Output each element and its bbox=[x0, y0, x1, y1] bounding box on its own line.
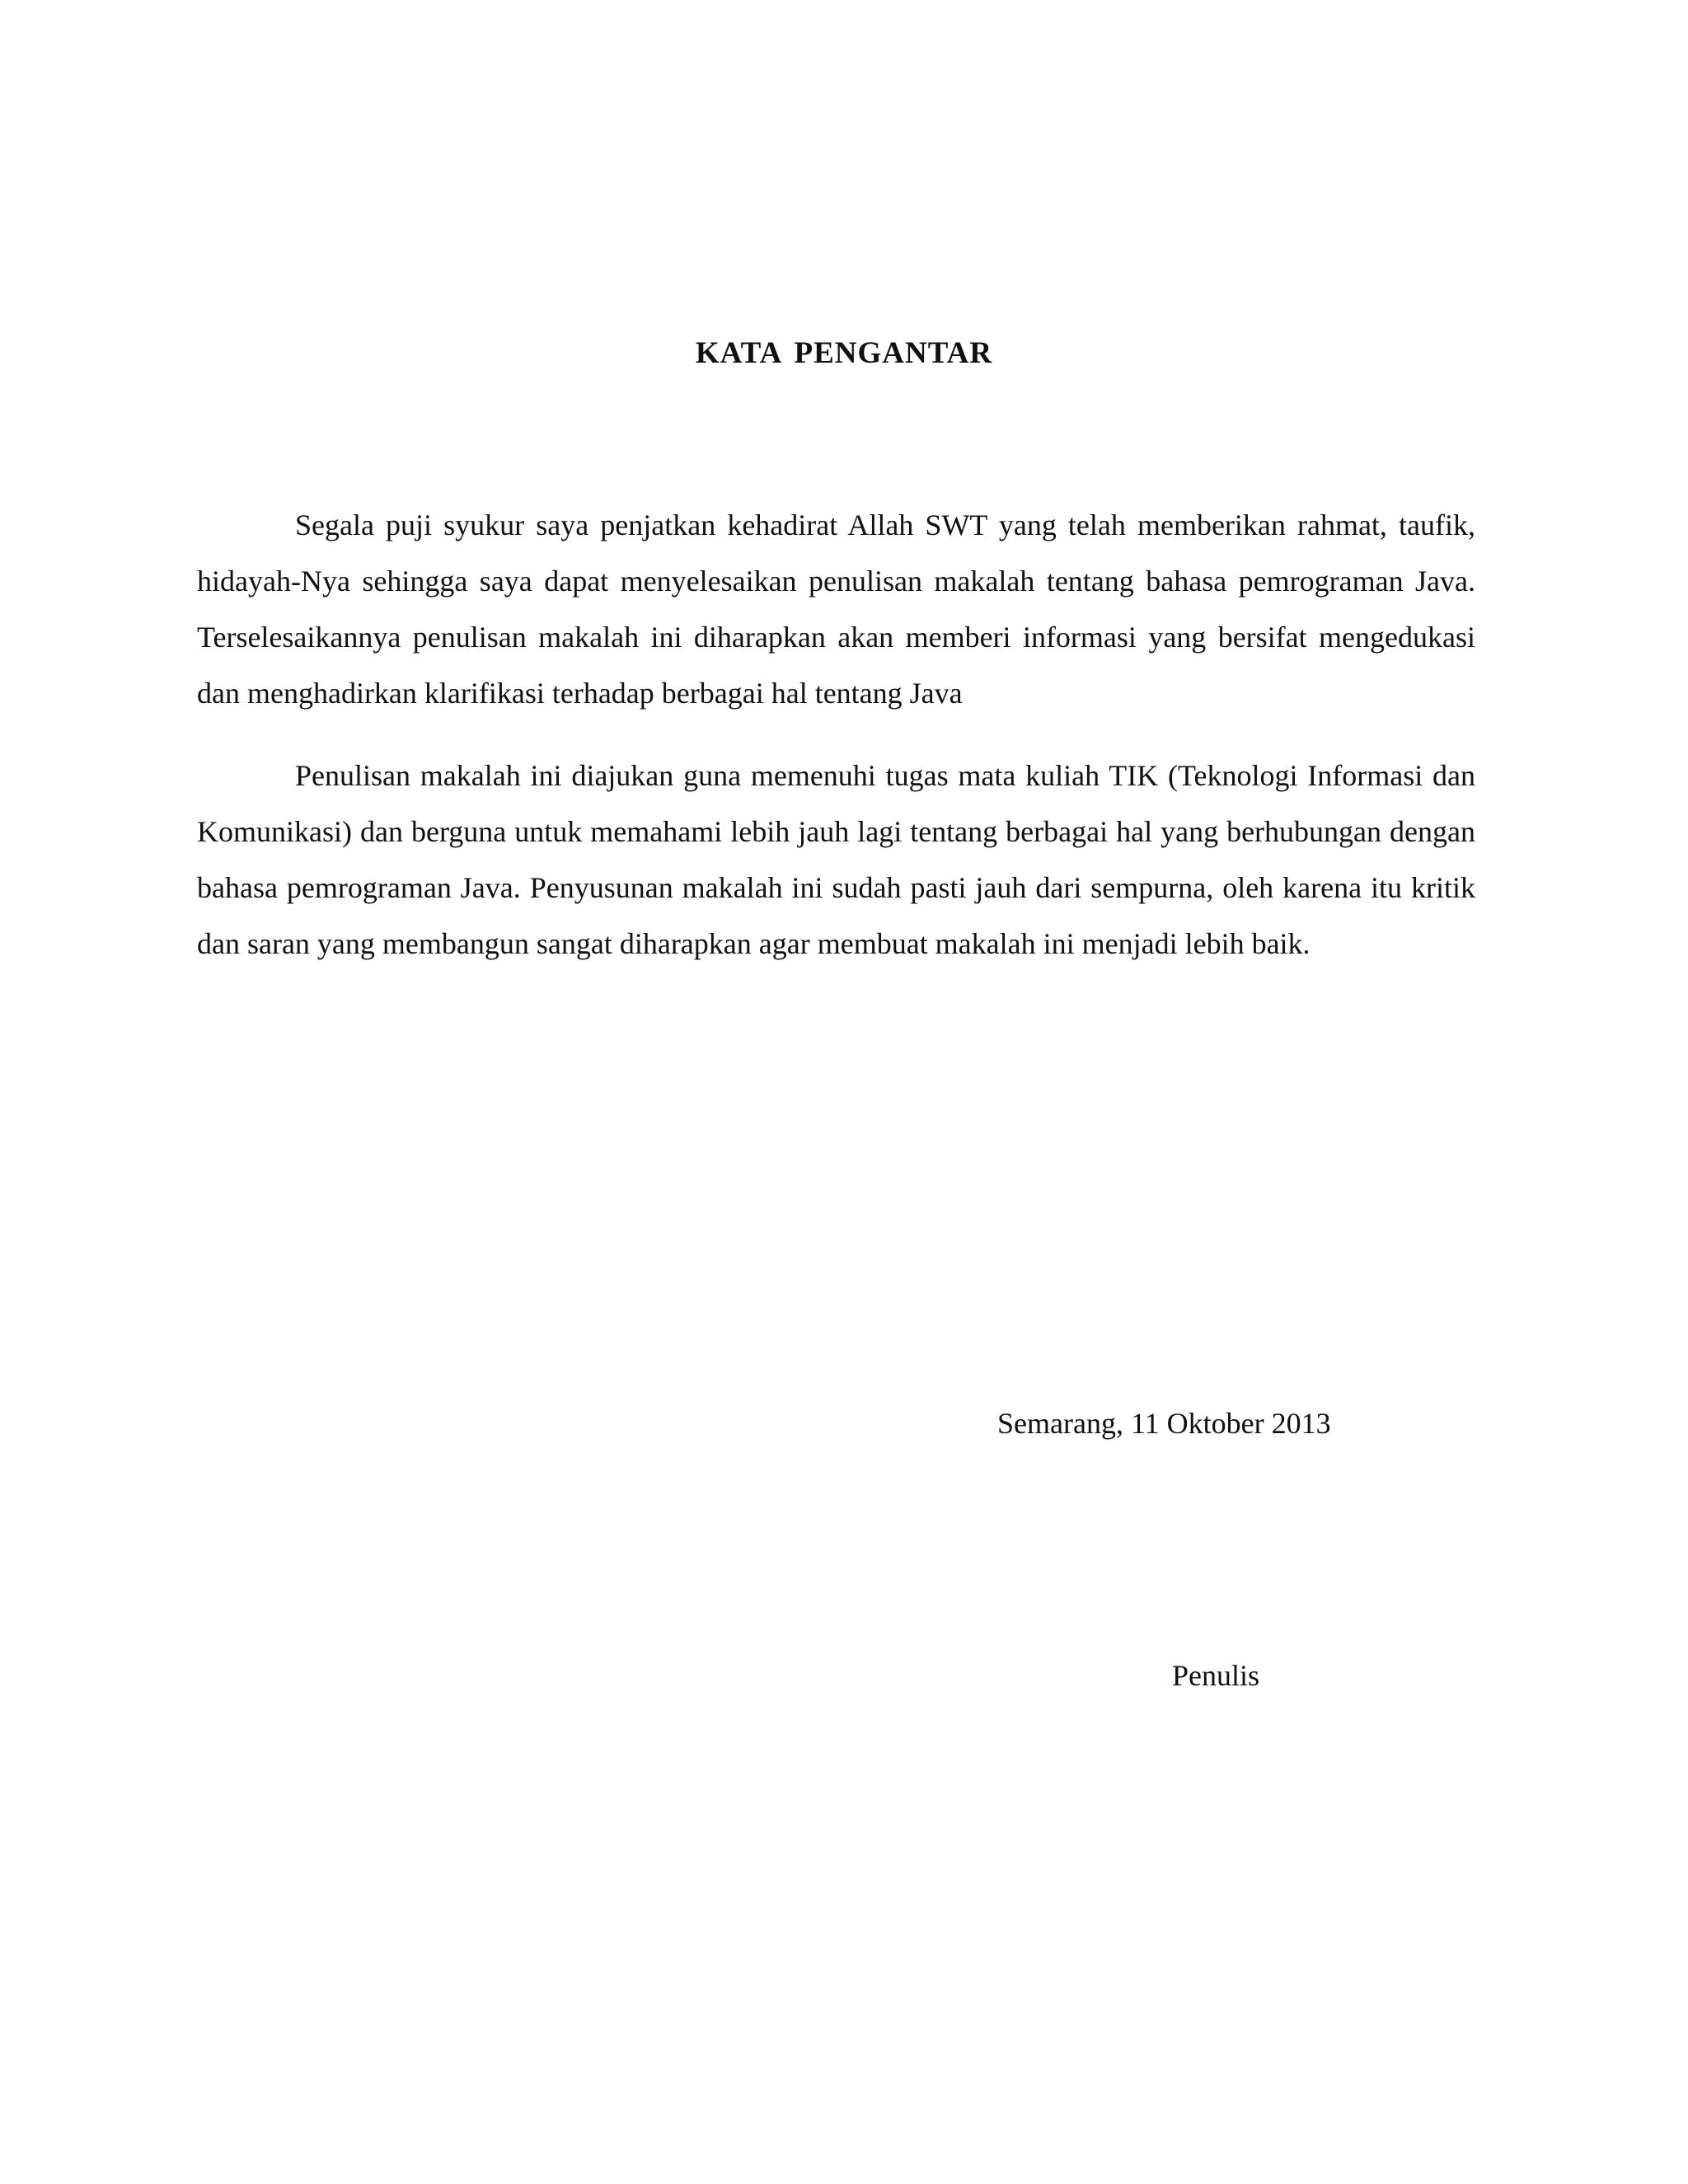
page-title: KATA PENGANTAR bbox=[695, 336, 993, 370]
body-text bbox=[197, 497, 1475, 972]
signer-label: Penulis bbox=[1172, 1659, 1260, 1692]
paragraph-1: Segala puji syukur saya penjatkan kehadirat Allah SWT yang telah memberikan rahmat, taufik, hidayah-Nya sehingga saya dapat menyelesaikan penulisan makalah tentang bahasa pemrograman Java. Terselesaikannya penulisan makalah ini diharapkan akan memberi informasi yang bersifat mengedukasi dan menghadirkan klarifikasi terhadap berbagai hal tentang Java bbox=[197, 509, 1475, 710]
place-date: Semarang, 11 Oktober 2013 bbox=[997, 1407, 1331, 1440]
paragraph-2: Penulisan makalah ini diajukan guna memenuhi tugas mata kuliah TIK (Teknologi Informasi dan Komunikasi) dan berguna untuk memahami lebih jauh lagi tentang berbagai hal yang berhubungan dengan bahasa pemrograman Java. Penyusunan makalah ini sudah pasti jauh dari sempurna, oleh karena itu kritik dan saran yang membangun sangat diharapkan agar membuat makalah ini menjadi lebih baik. bbox=[197, 759, 1475, 960]
